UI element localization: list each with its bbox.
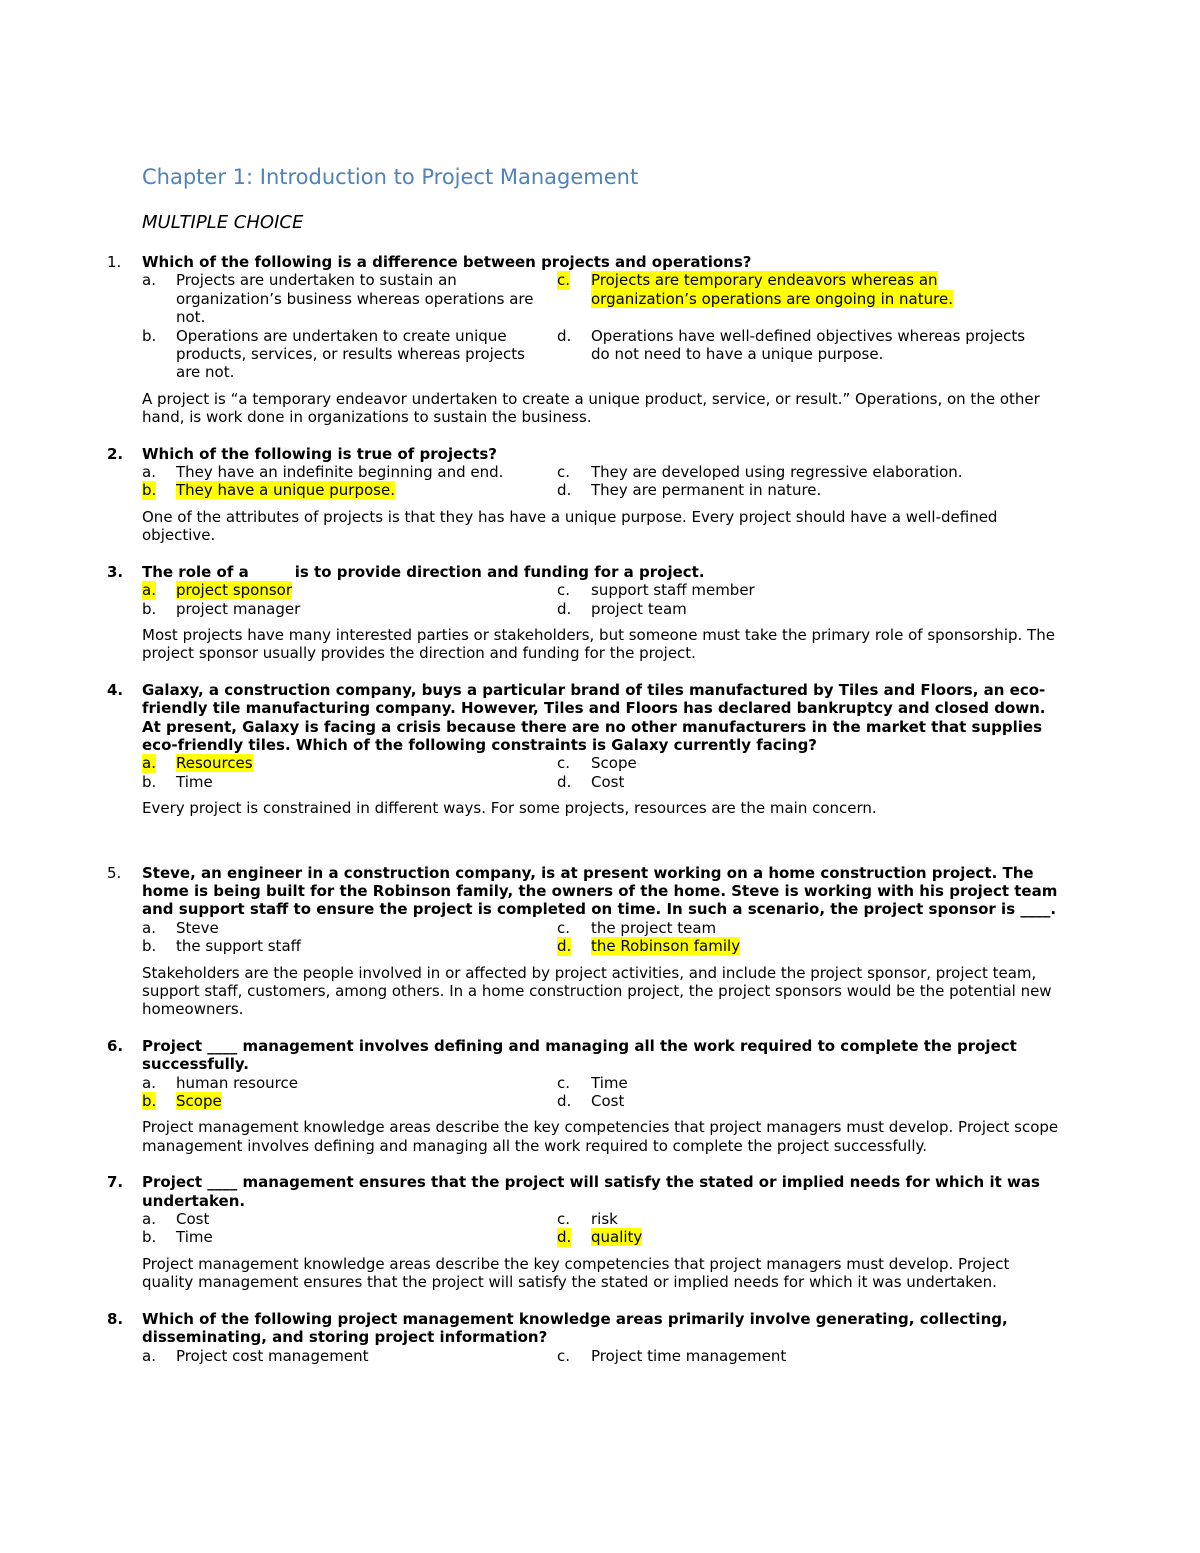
answer-explanation: Every project is constrained in different ways. For some projects, resources are the main concern. (142, 799, 877, 818)
answer-explanation: A project is “a temporary endeavor undertaken to create a unique product, service, or result.” Operations, on the other hand, is work done in organizations to sustain the business. (142, 389, 1040, 427)
option-text: Time (176, 772, 213, 791)
option-letter: b. (142, 599, 157, 618)
answer-options (142, 581, 1062, 618)
option-letter: b. (142, 326, 157, 345)
question-8 (107, 1309, 1062, 1365)
option-text: Cost (591, 772, 625, 791)
option-letter: a. (142, 463, 156, 482)
option-b (142, 1228, 557, 1246)
question-number: 2. (107, 444, 124, 463)
option-a (142, 1347, 557, 1365)
option-c (557, 1074, 1062, 1092)
answer-options (142, 463, 1062, 500)
option-c (557, 1347, 1062, 1365)
option-text: Steve (176, 918, 219, 937)
question-3 (107, 562, 1062, 663)
answer-options (142, 1074, 1062, 1111)
question-number: 7. (107, 1173, 124, 1192)
option-letter: b. (142, 1228, 157, 1247)
option-letter: d. (557, 481, 572, 500)
option-b (142, 773, 557, 791)
answer-options (142, 1347, 1062, 1365)
option-c (557, 919, 1062, 937)
answer-options (142, 754, 1062, 791)
option-text: the support staff (176, 937, 301, 956)
option-b (142, 1092, 557, 1110)
question-stem: Project ____ management ensures that the project will satisfy the stated or implied needs for which it was undertaken. (142, 1173, 1040, 1210)
question-stem-end: is to provide direction and funding for a project. (294, 562, 705, 581)
option-b (142, 327, 557, 382)
option-a (142, 919, 557, 937)
question-6 (107, 1036, 1062, 1155)
option-letter: d. (557, 772, 572, 791)
option-letter: c. (557, 754, 571, 773)
option-d (557, 327, 1062, 382)
section-heading: MULTIPLE CHOICE (142, 212, 304, 233)
answer-explanation: One of the attributes of projects is that they has have a unique purpose. Every project should have a well-defined objective. (142, 507, 998, 545)
option-letter: d. (557, 599, 572, 618)
question-2 (107, 444, 1062, 545)
answer-options (142, 919, 1062, 956)
option-text: Projects are undertaken to sustain an organization’s business whereas operations are not. (176, 271, 534, 327)
correct-answer-highlight: Projects are temporary endeavors whereas an organization’s operations are ongoing in nature. (591, 271, 953, 308)
option-letter-highlighted: a. (142, 754, 156, 773)
question-stem: Which of the following project management knowledge areas primarily involve generating, collecting, disseminating, and storing project information? (142, 1309, 1008, 1347)
option-a (142, 463, 557, 481)
option-text: Project cost management (176, 1346, 369, 1365)
option-letter: b. (142, 772, 157, 791)
option-letter: d. (557, 326, 572, 345)
option-text: Time (176, 1228, 213, 1247)
option-text: support staff member (591, 581, 755, 600)
option-text: Operations have well-defined objectives whereas projects do not need to have a unique purpose. (591, 326, 1026, 364)
question-number: 4. (107, 680, 124, 699)
question-7 (107, 1173, 1062, 1292)
option-text: risk (591, 1210, 618, 1229)
option-text: the project team (591, 918, 717, 937)
option-letter: c. (557, 1346, 571, 1365)
option-d (557, 937, 1062, 955)
option-text: Project time management (591, 1346, 787, 1365)
option-b (142, 937, 557, 955)
option-text: They are developed using regressive elaboration. (591, 463, 963, 482)
option-letter: c. (557, 1210, 571, 1229)
question-1 (107, 253, 1062, 427)
option-text: They are permanent in nature. (591, 481, 822, 500)
option-letter-highlighted: c. (557, 271, 571, 290)
answer-explanation: Most projects have many interested parties or stakeholders, but someone must take the primary role of sponsorship. The project sponsor usually provides the direction and funding for the project. (142, 625, 1055, 663)
question-4 (107, 680, 1062, 818)
correct-answer-highlight: the Robinson family (591, 937, 741, 956)
option-c (557, 271, 1062, 326)
option-letter-highlighted: a. (142, 581, 156, 600)
document-page (107, 163, 1062, 1365)
option-text: Cost (591, 1092, 625, 1111)
option-letter: a. (142, 271, 156, 290)
option-text: Time (591, 1073, 628, 1092)
option-a (142, 1210, 557, 1228)
answer-options (142, 271, 1062, 381)
option-c (557, 463, 1062, 481)
option-d (557, 1092, 1062, 1110)
option-c (557, 581, 1062, 599)
option-letter-highlighted: d. (557, 1228, 572, 1247)
option-d (557, 1228, 1062, 1246)
option-a (142, 271, 557, 326)
question-stem: Which of the following is true of projects? (142, 444, 497, 463)
option-c (557, 754, 1062, 772)
option-letter-highlighted: b. (142, 481, 157, 500)
option-letter: b. (142, 937, 157, 956)
option-text: human resource (176, 1073, 298, 1092)
option-d (557, 481, 1062, 499)
option-text: Scope (591, 754, 637, 773)
correct-answer-highlight: quality (591, 1228, 643, 1247)
option-letter: c. (557, 581, 571, 600)
option-letter: d. (557, 1092, 572, 1111)
question-number: 3. (107, 562, 124, 581)
answer-explanation: Project management knowledge areas describe the key competencies that project managers must develop. Project scope management involves defining and managing all the work required to complete the project successfully. (142, 1118, 1059, 1155)
option-text: They have an indefinite beginning and end. (176, 463, 504, 482)
correct-answer-highlight: Resources (176, 754, 253, 773)
question-stem (142, 563, 1062, 581)
answer-explanation: Project management knowledge areas describe the key competencies that project managers must develop. Project quality management ensures that the project will satisfy the stated or implied needs for which it was undertaken. (142, 1254, 1010, 1292)
question-number: 5. (107, 863, 122, 882)
correct-answer-highlight: Scope (176, 1092, 222, 1111)
question-number: 8. (107, 1309, 124, 1328)
correct-answer-highlight: project sponsor (176, 581, 293, 600)
option-letter-highlighted: b. (142, 1092, 157, 1111)
option-b (142, 481, 557, 499)
option-letter-highlighted: d. (557, 937, 572, 956)
question-stem: Which of the following is a difference between projects and operations? (142, 253, 752, 271)
option-a (142, 754, 557, 772)
option-letter: a. (142, 1210, 156, 1229)
correct-answer-highlight: They have a unique purpose. (176, 481, 395, 500)
page-title: Chapter 1: Introduction to Project Management (142, 165, 639, 189)
question-number: 6. (107, 1036, 124, 1055)
question-5 (107, 863, 1062, 1019)
question-stem: Galaxy, a construction company, buys a particular brand of tiles manufactured by Tiles and Floors, an eco-friendly tile manufacturing company. However, Tiles and Floors has declared bankruptcy and closed down. At present, Galaxy is facing a crisis because there are no other manufacturers in the market that supplies eco-friendly tiles. Which of the following constraints is Galaxy currently facing? (142, 680, 1046, 754)
option-c (557, 1210, 1062, 1228)
option-b (142, 600, 557, 618)
option-letter: c. (557, 1073, 571, 1092)
answer-options (142, 1210, 1062, 1247)
option-text: project team (591, 599, 687, 618)
option-letter: c. (557, 463, 571, 482)
option-a (142, 1074, 557, 1092)
option-text: Cost (176, 1210, 210, 1229)
option-letter: a. (142, 1346, 156, 1365)
question-stem: Steve, an engineer in a construction company, is at present working on a home construction project. The home is being built for the Robinson family, the owners of the home. Steve is working with his project team and support staff to ensure the project is completed on time. In such a scenario, the project sponsor is ____. (142, 863, 1058, 919)
option-a (142, 581, 557, 599)
answer-explanation: Stakeholders are the people involved in or affected by project activities, and include the project sponsor, project team, support staff, customers, among others. In a home construction project, the project sponsors would be the potential new homeowners. (142, 963, 1052, 1019)
option-d (557, 773, 1062, 791)
option-letter: a. (142, 918, 156, 937)
option-letter: a. (142, 1073, 156, 1092)
option-d (557, 600, 1062, 618)
question-number: 1. (107, 253, 122, 271)
question-stem: Project ____ management involves defining and managing all the work required to complete the project successfully. (142, 1036, 1017, 1074)
option-letter: c. (557, 918, 571, 937)
option-text: Operations are undertaken to create unique products, services, or results whereas projects are not. (176, 326, 525, 382)
option-text: project manager (176, 599, 301, 618)
question-stem-start: The role of a (142, 562, 249, 581)
